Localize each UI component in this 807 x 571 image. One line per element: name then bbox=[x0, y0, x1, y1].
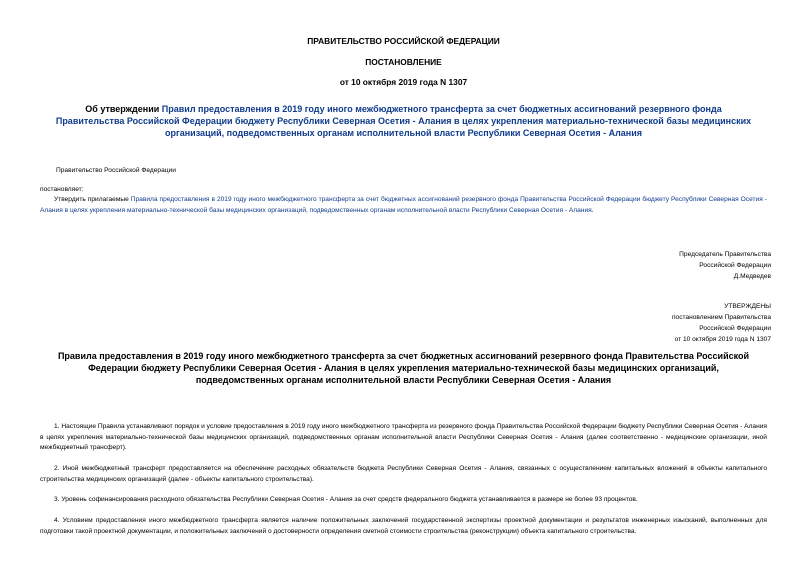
rules-title: Правила предоставления в 2019 году иного межбюджетного трансферта за счет бюджетных ассигнований резервного фонда Правительства Российской Федерации бюджету Республики Северная Осетия - Алания в целях укрепления материально-технической базы медицинских организаций, подведомственных органам исполнительной власти Республики Северная Осетия - Алания bbox=[57, 351, 750, 385]
title-rules-link[interactable]: Правил предоставления в 2019 году иного межбюджетного трансферта за счет бюджетных ассигнований резервного фонда Правительства Российской Федерации бюджету Республики Северная Осетия - Алания в целях укрепления материально-технической базы медицинских организаций, подведомственных органам исполнительной власти Республики Северная Осетия - Алания bbox=[55, 104, 752, 138]
rule-paragraph-1 bbox=[40, 422, 767, 454]
rule-paragraph-4-text: 4. Условием предоставления иного межбюджетного трансферта является наличие положительных заключений государственной экспертизы проектной документации и результатов инженерных изысканий, выполненных для подготовки такой проектной документации, и положительных заключений о достоверности определения сметной стоимости строительства (реконструкции) объекта капитального строительства. bbox=[40, 517, 767, 535]
preamble-decrees: постановляет: bbox=[40, 186, 84, 193]
government-heading: ПРАВИТЕЛЬСТВО РОССИЙСКОЙ ФЕДЕРАЦИИ bbox=[307, 36, 500, 46]
doc-date-number: от 10 октября 2019 года N 1307 bbox=[339, 77, 468, 87]
title-prefix: Об утверждении bbox=[85, 104, 162, 114]
approval-date: от 10 октября 2019 года N 1307 bbox=[674, 336, 771, 343]
approval-block bbox=[672, 301, 771, 345]
approve-prefix: Утвердить прилагаемые bbox=[54, 196, 131, 203]
rule-paragraph-1-text: 1. Настоящие Правила устанавливают порядок и условие предоставления в 2019 году иного межбюджетного трансферта из резервного фонда Правительства Российской Федерации бюджету Республики Северная Осетия - Алания в целях укрепления материально-технической базы медицинских организаций, подведомственных органам исполнительной власти Республики Северная Осетия - Алания (далее соответственно - медицинские организации, иной межбюджетный трансферт). bbox=[40, 423, 767, 452]
rule-paragraph-2 bbox=[40, 464, 767, 485]
preamble-government: Правительство Российской Федерации bbox=[56, 167, 176, 174]
signature-block bbox=[679, 249, 771, 282]
approval-country: Российской Федерации bbox=[699, 325, 771, 332]
rule-paragraph-2-text: 2. Иной межбюджетный трансферт предоставляется на обеспечение расходных обязательств бюджета Республики Северная Осетия - Алания, связанных с осуществлением капитальных вложений в объекты капитального строительства медицинских организаций (далее - объекты капитального строительства). bbox=[40, 465, 767, 483]
signature-name: Д.Медведев bbox=[733, 273, 771, 280]
doc-type-heading: ПОСТАНОВЛЕНИЕ bbox=[365, 57, 442, 67]
document-title bbox=[52, 103, 755, 139]
rule-paragraph-4 bbox=[40, 516, 767, 537]
signature-title: Председатель Правительства bbox=[679, 251, 771, 258]
approve-rules-link[interactable]: Правила предоставления в 2019 году иного межбюджетного трансферта за счет бюджетных ассигнований резервного фонда Правительства Российской Федерации бюджету Республики Северная Осетия - Алания в целях укрепления материально-технической базы медицинских организаций, подведомственных органам исполнительной власти Республики Северная Осетия - Алания bbox=[40, 196, 767, 214]
signature-country: Российской Федерации bbox=[699, 262, 771, 269]
approval-by: постановлением Правительства bbox=[671, 314, 771, 321]
rule-paragraph-3-text: 3. Уровень софинансирования расходного обязательства Республики Северная Осетия - Алания за счет средств федерального бюджета устанавливается в размере не более 93 процентов. bbox=[54, 496, 638, 503]
approval-heading: УТВЕРЖДЕНЫ bbox=[724, 303, 771, 310]
approve-suffix: . bbox=[591, 206, 594, 214]
approve-paragraph bbox=[40, 195, 767, 216]
rule-paragraph-3 bbox=[40, 495, 767, 506]
